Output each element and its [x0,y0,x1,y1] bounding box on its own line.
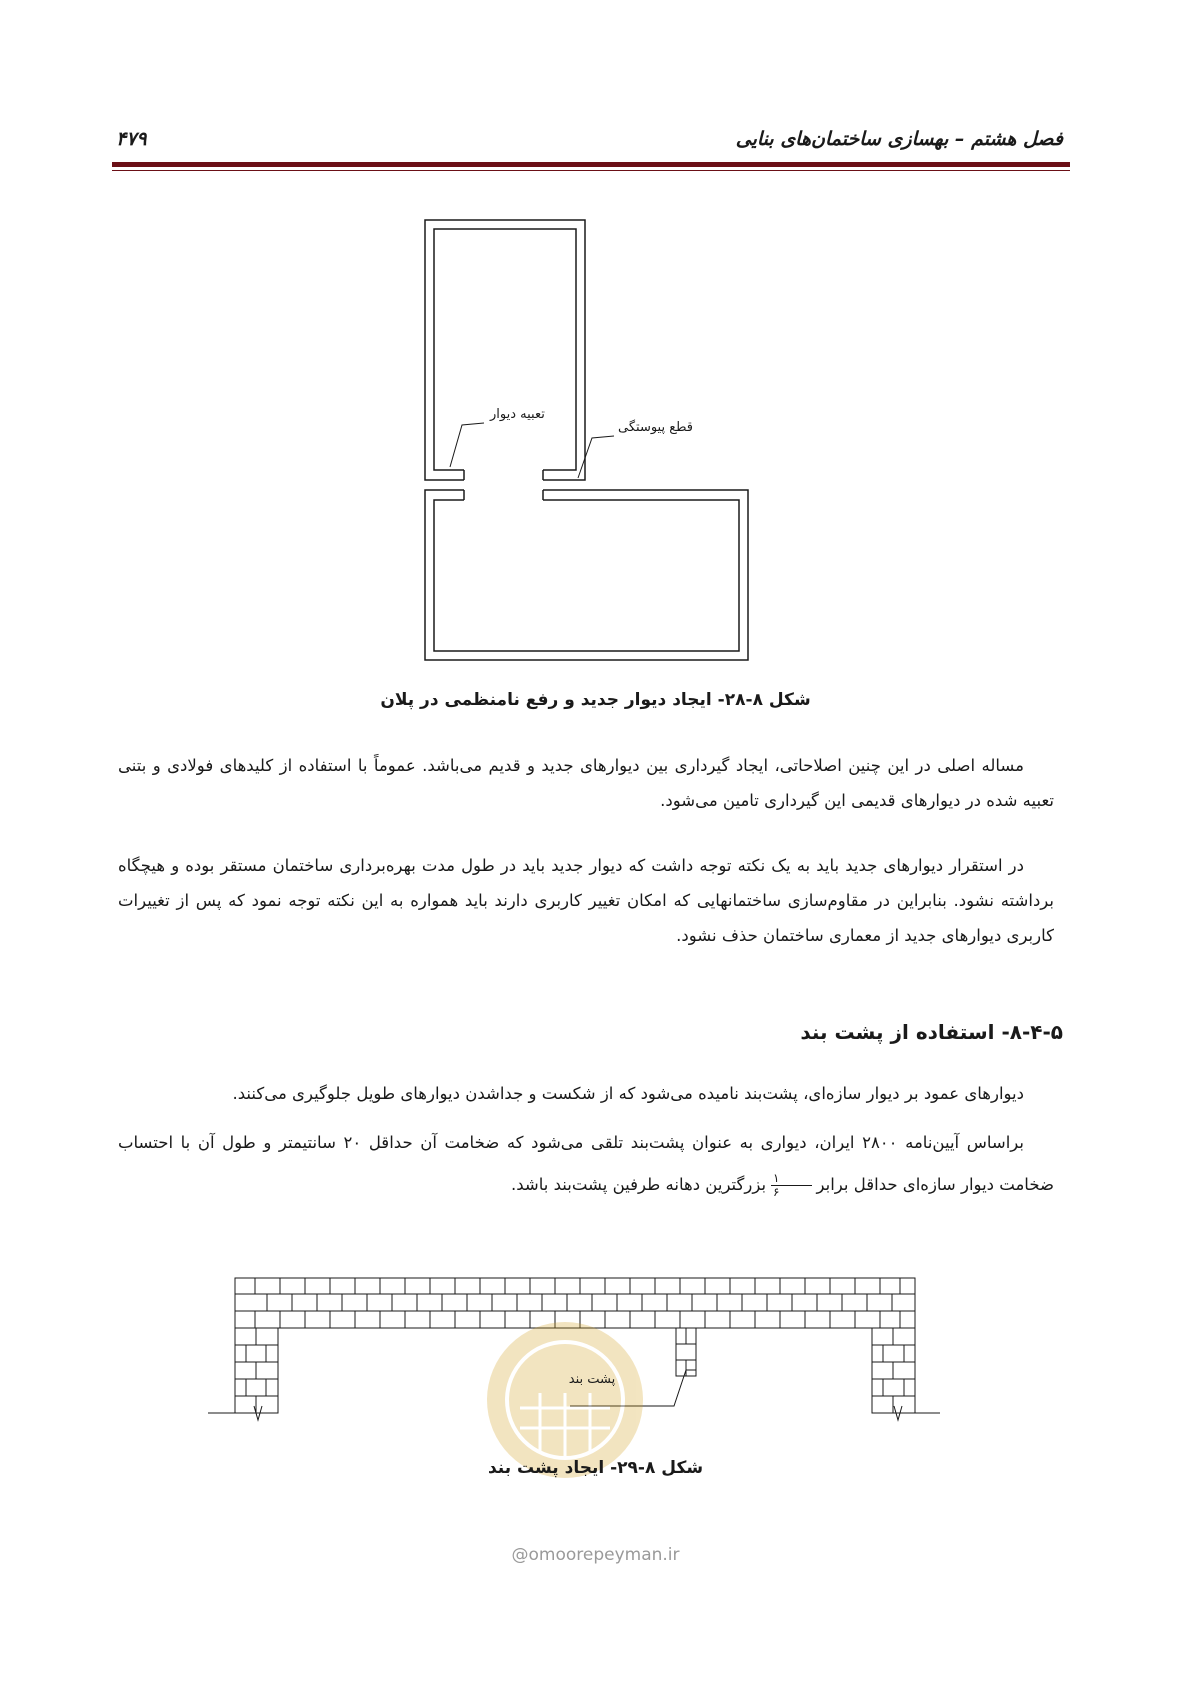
section-heading: ۸-۴-۵- استفاده از پشت بند [800,1020,1063,1044]
label-wall-embed: تعبیه دیوار [490,407,545,422]
figure1-caption: شکل ۸-۲۸- ایجاد دیوار جدید و رفع نامنظمی در پلان [380,690,811,710]
upper-room-outer-wall [425,220,585,480]
leader-discontinuity [578,436,614,478]
paragraph-4 [118,1122,1054,1206]
fraction-one-sixth [771,1172,811,1199]
watermark-seal [487,1322,643,1478]
paragraph-4-text-a: براساس آیین‌نامه ۲۸۰۰ ایران، دیواری به عنوان پشت‌بند تلقی می‌شود که ضخامت آن حداقل ۲۰ سانتیمتر و طول آن با احتساب ضخامت دیوار سازه‌ای حداقل برابر [118,1133,1054,1194]
figure-buttress [200,1268,980,1478]
header-rule-thin [112,170,1070,171]
lower-room-inner-wall [434,500,739,651]
fraction-denominator: ۶ [773,1185,780,1199]
leader-wall-embed [450,423,484,467]
paragraph-2: در استقرار دیوارهای جدید باید به یک نکته توجه داشت که دیوار جدید باید در طول مدت بهره‌برداری ساختمان مستقر بوده و هیچگاه برداشته نشود. بنابراین در مقاوم‌سازی ساختمانهایی که امکان تغییر کاربری دارند باید همواره به این نکته توجه نمود که پس از تغییرات کاربری دیوارهای جدید از معماری ساختمان حذف نشود. [118,856,1054,945]
watermark-site: @omoorepeyman.ir [511,1545,680,1565]
label-buttress: پشت بند [568,1372,616,1387]
fraction-numerator: ۱ [771,1172,811,1186]
paragraph-3: دیوارهای عمود بر دیوار سازه‌ای، پشت‌بند نامیده می‌شود که از شکست و جداشدن دیوارهای طویل جلوگیری می‌کنند. [232,1084,1024,1103]
paragraph-1: مساله اصلی در این چنین اصلاحاتی، ایجاد گیرداری بین دیوارهای جدید و قدیم می‌باشد. عموماً با استفاده از کلیدهای فولادی و بتنی تعبیه شده در دیوارهای قدیمی این گیرداری تامین می‌شود. [118,756,1054,810]
figure-plan-new-wall [410,210,770,670]
running-header-title: فصل هشتم – بهسازی ساختمان‌های بنایی [735,128,1063,150]
paragraph-4-text-b: بزرگترین دهانه طرفین پشت‌بند باشد. [511,1175,767,1194]
header-rule-thick [112,162,1070,167]
lower-room-outer-wall [425,490,748,660]
page-number: ۴۷۹ [116,128,147,150]
label-discontinuity: قطع پیوستگی [618,420,694,435]
figure2-caption: شکل ۸-۲۹- ایجاد پشت بند [487,1458,704,1478]
upper-room-inner-wall [434,229,576,470]
